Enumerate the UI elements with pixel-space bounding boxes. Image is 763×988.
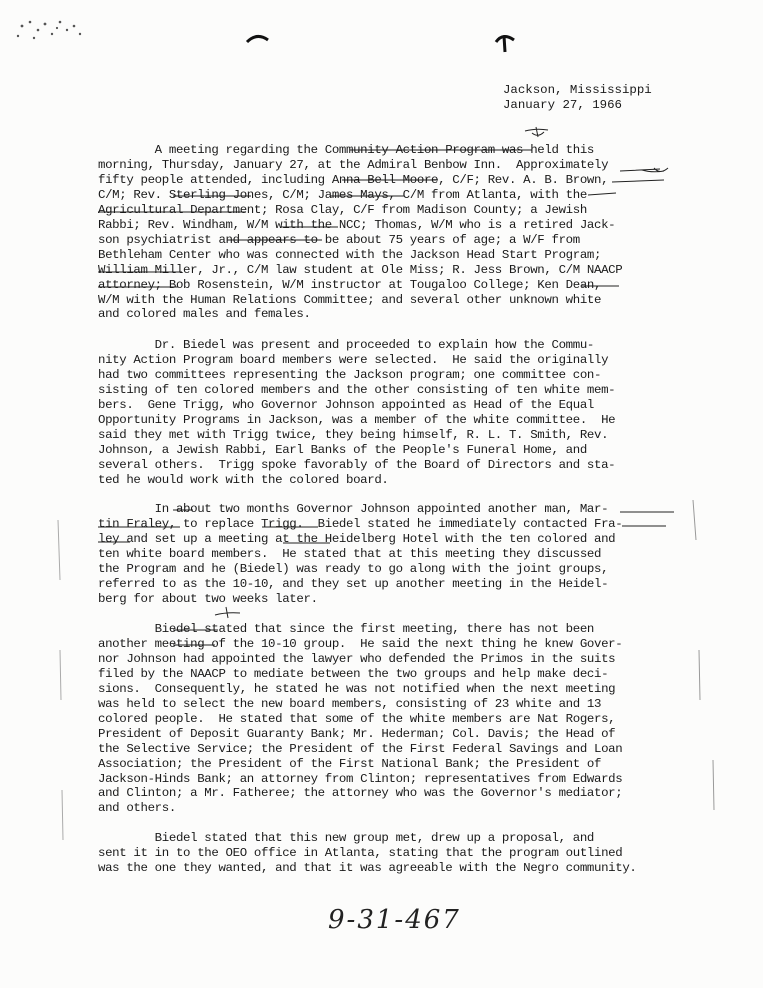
text-line: ley and set up a meeting at the Heidelberg Hotel with the ten colored and [98,531,616,546]
paragraph-meeting-attendees [98,143,676,322]
text-line: and others. [98,801,176,816]
text-line: tin Fraley, to replace Trigg. Biedel stated he immediately contacted Fra- [98,516,623,531]
text-line: Jackson-Hinds Bank; an attorney from Clinton; representatives from Edwards [98,771,623,786]
text-line: the Selective Service; the President of the First Federal Savings and Loan [98,741,623,756]
text-line: Johnson, a Jewish Rabbi, Earl Banks of the People's Funeral Home, and [98,442,587,457]
paragraph-board-selection [98,338,676,488]
text-line: W/M with the Human Relations Committee; and several other unknown white [98,292,602,307]
punch-mark-icon [496,36,514,52]
text-line: attorney; Bob Rosenstein, W/M instructor at Tougaloo College; Ken Dean, [98,277,602,292]
text-line: Biedel stated that since the first meeting, there has not been [98,622,594,636]
text-line: sent it in to the OEO office in Atlanta, stating that the program outlined [98,845,623,860]
paragraph-fraley-appointment [98,502,676,607]
margin-line-icon [58,520,63,840]
text-line: ted he would work with the colored board. [98,472,389,487]
handwritten-file-number: 9-31-467 [328,905,461,935]
text-line: said they met with Trigg twice, they being himself, R. L. T. Smith, Rev. [98,427,609,442]
text-line: C/M; Rev. Sterling Jones, C/M; James Mays, C/M from Atlanta, with the [98,187,587,202]
text-line: nor Johnson had appointed the lawyer who defended the Primos in the suits [98,651,616,666]
text-line: morning, Thursday, January 27, at the Admiral Benbow Inn. Approximately [98,157,609,172]
text-line: colored people. He stated that some of the white members are Nat Rogers, [98,711,616,726]
text-line: Opportunity Programs in Jackson, was a member of the white committee. He [98,412,616,427]
scan-noise-icon [17,21,80,39]
paragraph-proposal [98,831,676,876]
text-line: sions. Consequently, he stated he was not notified when the next meeting [98,681,616,696]
text-line: A meeting regarding the Community Action Program was held this [98,143,594,157]
text-line: the Program and he (Biedel) was ready to go along with the joint groups, [98,561,609,576]
text-line: bers. Gene Trigg, who Governor Johnson appointed as Head of the Equal [98,397,594,412]
text-line: son psychiatrist and appears to be about 75 years of age; a W/F from [98,232,580,247]
text-line: fifty people attended, including Anna Bell Moore, C/F; Rev. A. B. Brown, [98,172,609,187]
text-line: several others. Trigg spoke favorably of the Board of Directors and sta- [98,457,616,472]
text-line: and Clinton; a Mr. Fatheree; the attorney who was the Governor's mediator; [98,786,623,801]
text-line: Agricultural Department; Rosa Clay, C/F from Madison County; a Jewish [98,202,587,217]
text-line: William Miller, Jr., C/M law student at Ole Miss; R. Jess Brown, C/M NAACP [98,262,623,277]
text-line: In about two months Governor Johnson appointed another man, Mar- [98,502,609,516]
punch-mark-icon [247,36,268,42]
text-line: was held to select the new board members, consisting of 23 white and 13 [98,696,602,711]
dateline-date: January 27, 1966 [503,98,622,112]
dateline-city: Jackson, Mississippi [503,83,652,97]
text-line: had two committees representing the Jackson program; one committee con- [98,367,602,382]
text-line: Association; the President of the First National Bank; the President of [98,756,602,771]
text-line: referred to as the 10-10, and they set up another meeting in the Heidel- [98,576,609,591]
text-line: Bethleham Center who was connected with the Jackson Head Start Program; [98,247,602,262]
text-line: sisting of ten colored members and the other consisting of ten white mem- [98,382,616,397]
text-line: another meeting of the 10-10 group. He said the next thing he knew Gover- [98,636,623,651]
text-line: Biedel stated that this new group met, drew up a proposal, and [98,831,594,845]
dateline [503,83,652,113]
text-line: berg for about two weeks later. [98,591,318,606]
text-line: filed by the NAACP to mediate between the two groups and help make deci- [98,666,609,681]
paragraph-new-board [98,622,676,816]
text-line: Dr. Biedel was present and proceeded to explain how the Commu- [98,338,594,352]
margin-line-icon [693,500,714,810]
text-line: was the one they wanted, and that it was agreeable with the Negro community. [98,860,637,875]
text-line: Rabbi; Rev. Windham, W/M with the NCC; Thomas, W/M who is a retired Jack- [98,217,616,232]
text-line: ten white board members. He stated that at this meeting they discussed [98,546,602,561]
text-line: nity Action Program board members were selected. He said the originally [98,352,609,367]
text-line: and colored males and females. [98,307,311,322]
text-line: President of Deposit Guaranty Bank; Mr. Hederman; Col. Davis; the Head of [98,726,616,741]
